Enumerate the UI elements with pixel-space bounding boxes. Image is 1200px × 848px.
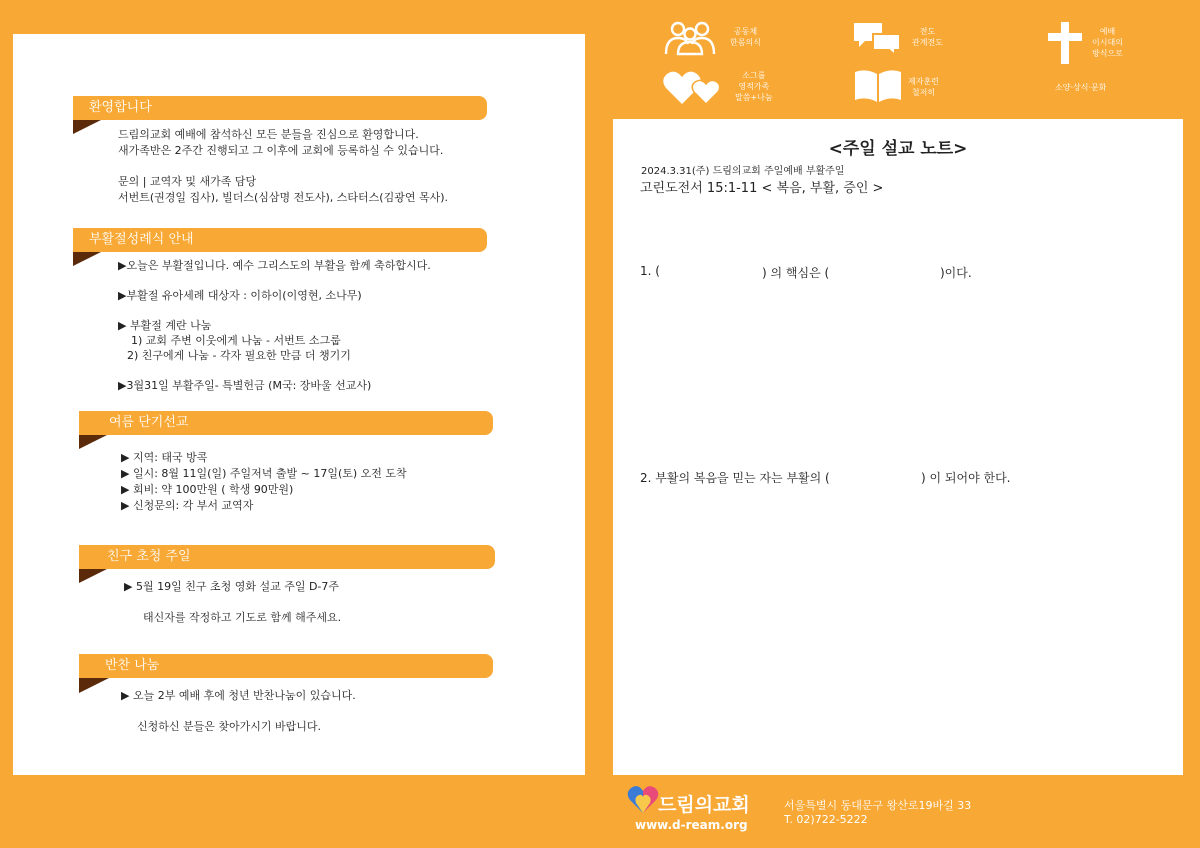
church-website[interactable]: www.d-ream.org [635,818,748,832]
church-address: 서울특별시 동대문구 왕산로19바길 33 [784,799,972,812]
open-book-icon [853,68,903,108]
church-heart-logo-icon [626,785,660,819]
community-label: 공동체 한몸의식 [730,27,761,47]
mission-line-3: ▶ 회비: 약 100만원 ( 학생 90만원) [121,483,294,496]
mission-line-1: ▶ 지역: 태국 방콕 [121,451,208,464]
section-title-easter: 부활절성례식 안내 [73,228,487,252]
section-title-side-dish: 반찬 나눔 [79,654,493,678]
section-title-mission-trip: 여름 단기선교 [79,411,493,435]
section-title-friend: 친구 초청 주일 [79,545,495,569]
speech-bubbles-icon [851,20,903,60]
easter-line-1: ▶오늘은 부활절입니다. 예수 그리스도의 부활을 함께 축하합시다. [118,259,431,272]
easter-line-4: 1) 교회 주변 이웃에게 나눔 - 서번트 소그룹 [131,334,341,347]
mission-line-4: ▶ 신청문의: 각 부서 교역자 [121,499,254,512]
cross-icon [1046,20,1084,70]
sermon-title: <주일 설교 노트> [828,139,968,159]
section-ribbon [79,567,111,583]
easter-line-5: 2) 친구에게 나눔 - 각자 필요한 만큼 더 챙기기 [127,349,351,362]
welcome-line-2: 새가족반은 2주간 진행되고 그 이후에 교회에 등록하실 수 있습니다. [118,144,444,157]
section-ribbon [73,118,105,134]
question-1-part-a: 1. ( [640,264,660,278]
friend-line-2: 태신자를 작정하고 기도로 함께 해주세요. [143,611,342,624]
easter-line-3: ▶ 부활절 계란 나눔 [118,319,212,332]
welcome-line-1: 드림의교회 예배에 참석하신 모든 분들을 진심으로 환영합니다. [118,128,419,141]
mission-line-2: ▶ 일시: 8월 11일(일) 주일저녁 출발 ~ 17일(토) 오전 도착 [121,467,407,480]
question-1-part-b: ) 의 핵심은 ( [762,266,830,280]
sermon-passage: 고린도전서 15:1-11 < 복음, 부활, 증인 > [640,181,884,196]
church-phone: T. 02)722-5222 [784,813,868,826]
worship-label: 예배 이시대의 방식으로 [1092,27,1123,58]
easter-line-2: ▶부활절 유아세례 대상자 : 이하이(이영현, 소나무) [118,289,362,302]
section-ribbon [79,433,111,449]
section-title-welcome: 환영합니다 [73,96,487,120]
sermon-date-line: 2024.3.31(주) 드림의교회 주일예배 부활주일 [641,166,845,177]
welcome-line-3: 문의 | 교역자 및 새가족 담당 [118,175,257,188]
people-icon [664,20,716,60]
side-dish-line-2: 신청하신 분들은 찾아가시기 바랍니다. [137,720,322,733]
mission-label: 전도 관계전도 [912,27,943,47]
question-2-part-b: ) 이 되어야 한다. [921,471,1011,485]
easter-line-6: ▶3월31일 부활주일- 특별헌금 (M국: 장바울 선교사) [118,379,372,392]
friend-line-1: ▶ 5월 19일 친구 초청 영화 설교 주일 D-7주 [124,580,340,593]
section-ribbon [79,677,111,693]
side-dish-line-1: ▶ 오늘 2부 예배 후에 청년 반찬나눔이 있습니다. [121,689,356,702]
smallgroup-label: 소그룹 영적가족 말씀+나눔 [735,71,773,102]
question-1-part-c: )이다. [940,266,972,280]
discipleship-label: 제자훈련 철저히 [908,77,939,97]
culture-label: 소양·상식·문화 [1055,83,1107,92]
hearts-icon [662,68,722,112]
question-2-part-a: 2. 부활의 복음을 믿는 자는 부활의 ( [640,471,830,485]
church-name: 드림의교회 [658,794,750,816]
section-ribbon [73,250,105,266]
welcome-line-4: 서번트(권경일 집사), 빌더스(심삼명 전도사), 스타터스(김광연 목사). [118,191,448,204]
sermon-notes-panel [613,119,1183,775]
